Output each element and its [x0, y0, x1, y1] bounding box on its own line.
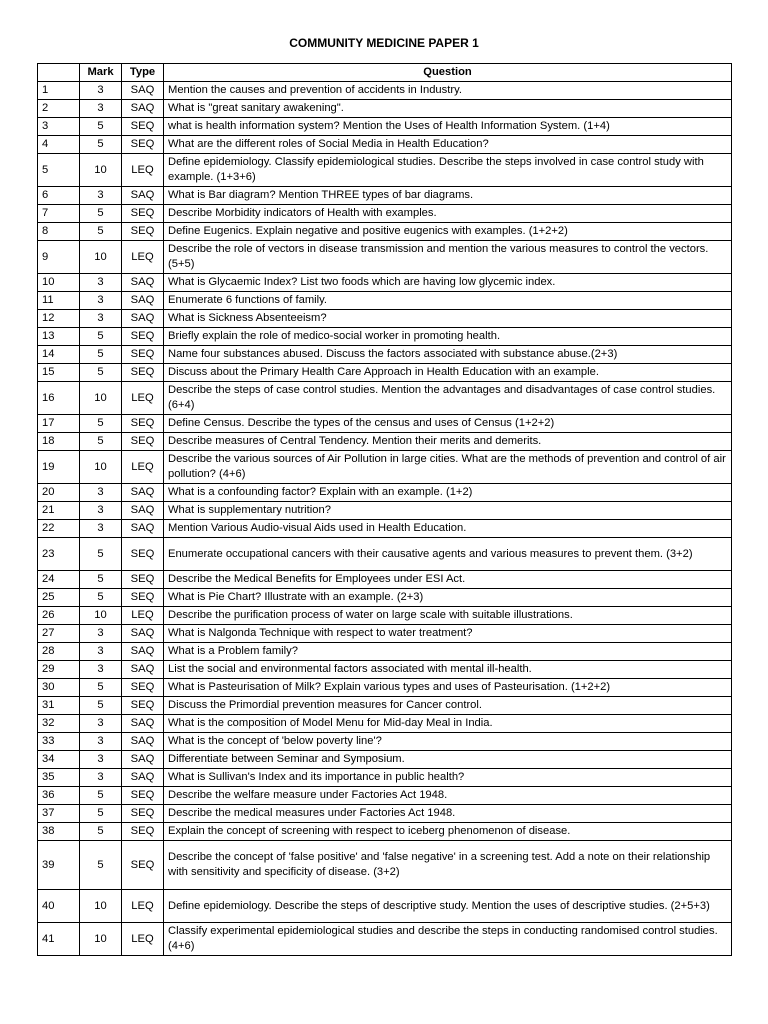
mark-cell: 5	[80, 433, 122, 451]
mark-cell: 3	[80, 520, 122, 538]
question-number-cell: 2	[38, 100, 80, 118]
question-text-cell: Explain the concept of screening with respect to iceberg phenomenon of disease.	[164, 823, 732, 841]
type-cell: SEQ	[122, 205, 164, 223]
mark-cell: 3	[80, 100, 122, 118]
question-number-cell: 20	[38, 484, 80, 502]
mark-cell: 3	[80, 274, 122, 292]
question-text-cell: Discuss about the Primary Health Care Approach in Health Education with an example.	[164, 364, 732, 382]
table-row	[38, 787, 732, 805]
table-row	[38, 769, 732, 787]
question-text-cell: What is Glycaemic Index? List two foods which are having low glycemic index.	[164, 274, 732, 292]
mark-cell: 5	[80, 589, 122, 607]
table-row	[38, 715, 732, 733]
table-row	[38, 382, 732, 415]
mark-cell: 5	[80, 805, 122, 823]
question-number-cell: 13	[38, 328, 80, 346]
mark-cell: 10	[80, 923, 122, 956]
header-type: Type	[122, 64, 164, 82]
question-number-cell: 24	[38, 571, 80, 589]
question-number-cell: 40	[38, 890, 80, 923]
question-number-cell: 39	[38, 841, 80, 890]
question-text-cell: Define epidemiology. Classify epidemiological studies. Describe the steps involved in case control study with example. (1+3+6)	[164, 154, 732, 187]
table-row	[38, 502, 732, 520]
type-cell: SAQ	[122, 484, 164, 502]
question-text-cell: Mention the causes and prevention of accidents in Industry.	[164, 82, 732, 100]
question-number-cell: 23	[38, 538, 80, 571]
type-cell: SEQ	[122, 433, 164, 451]
mark-cell: 10	[80, 154, 122, 187]
table-row	[38, 538, 732, 571]
question-number-cell: 19	[38, 451, 80, 484]
question-text-cell: What is Sickness Absenteeism?	[164, 310, 732, 328]
question-number-cell: 5	[38, 154, 80, 187]
question-text-cell: Enumerate occupational cancers with their causative agents and various measures to prevent them. (3+2)	[164, 538, 732, 571]
table-row	[38, 751, 732, 769]
question-number-cell: 12	[38, 310, 80, 328]
type-cell: SAQ	[122, 502, 164, 520]
type-cell: SEQ	[122, 538, 164, 571]
table-row	[38, 118, 732, 136]
mark-cell: 5	[80, 364, 122, 382]
question-number-cell: 1	[38, 82, 80, 100]
table-row	[38, 415, 732, 433]
table-row	[38, 292, 732, 310]
type-cell: SEQ	[122, 787, 164, 805]
question-text-cell: Briefly explain the role of medico-social worker in promoting health.	[164, 328, 732, 346]
question-number-cell: 33	[38, 733, 80, 751]
question-text-cell: Describe the purification process of water on large scale with suitable illustrations.	[164, 607, 732, 625]
question-number-cell: 4	[38, 136, 80, 154]
mark-cell: 5	[80, 538, 122, 571]
question-text-cell: Describe the role of vectors in disease transmission and mention the various measures to control the vectors. (5+5)	[164, 241, 732, 274]
type-cell: SAQ	[122, 715, 164, 733]
mark-cell: 3	[80, 82, 122, 100]
question-number-cell: 31	[38, 697, 80, 715]
type-cell: SEQ	[122, 346, 164, 364]
mark-cell: 5	[80, 841, 122, 890]
question-text-cell: Name four substances abused. Discuss the factors associated with substance abuse.(2+3)	[164, 346, 732, 364]
table-row	[38, 733, 732, 751]
mark-cell: 3	[80, 502, 122, 520]
type-cell: LEQ	[122, 382, 164, 415]
question-text-cell: Describe measures of Central Tendency. Mention their merits and demerits.	[164, 433, 732, 451]
question-number-cell: 34	[38, 751, 80, 769]
table-row	[38, 310, 732, 328]
question-number-cell: 10	[38, 274, 80, 292]
type-cell: LEQ	[122, 923, 164, 956]
type-cell: SAQ	[122, 292, 164, 310]
question-number-cell: 3	[38, 118, 80, 136]
table-row	[38, 433, 732, 451]
table-row	[38, 328, 732, 346]
mark-cell: 3	[80, 625, 122, 643]
question-text-cell: Describe the Medical Benefits for Employees under ESI Act.	[164, 571, 732, 589]
type-cell: SEQ	[122, 697, 164, 715]
question-text-cell: List the social and environmental factors associated with mental ill-health.	[164, 661, 732, 679]
question-text-cell: Define Eugenics. Explain negative and positive eugenics with examples. (1+2+2)	[164, 223, 732, 241]
mark-cell: 3	[80, 484, 122, 502]
question-text-cell: Define Census. Describe the types of the census and uses of Census (1+2+2)	[164, 415, 732, 433]
header-number	[38, 64, 80, 82]
question-number-cell: 11	[38, 292, 80, 310]
question-number-cell: 29	[38, 661, 80, 679]
type-cell: LEQ	[122, 154, 164, 187]
question-number-cell: 30	[38, 679, 80, 697]
type-cell: SAQ	[122, 187, 164, 205]
type-cell: SAQ	[122, 625, 164, 643]
table-row	[38, 520, 732, 538]
question-number-cell: 14	[38, 346, 80, 364]
table-row	[38, 223, 732, 241]
mark-cell: 10	[80, 451, 122, 484]
type-cell: SAQ	[122, 733, 164, 751]
type-cell: SAQ	[122, 274, 164, 292]
question-text-cell: What is the composition of Model Menu for Mid-day Meal in India.	[164, 715, 732, 733]
question-number-cell: 6	[38, 187, 80, 205]
table-row	[38, 451, 732, 484]
mark-cell: 5	[80, 223, 122, 241]
mark-cell: 5	[80, 571, 122, 589]
type-cell: SAQ	[122, 769, 164, 787]
type-cell: SEQ	[122, 571, 164, 589]
table-row	[38, 187, 732, 205]
table-row	[38, 589, 732, 607]
question-text-cell: What is the concept of 'below poverty line'?	[164, 733, 732, 751]
type-cell: SEQ	[122, 589, 164, 607]
question-text-cell: Describe the welfare measure under Factories Act 1948.	[164, 787, 732, 805]
type-cell: LEQ	[122, 890, 164, 923]
mark-cell: 5	[80, 328, 122, 346]
mark-cell: 5	[80, 118, 122, 136]
question-number-cell: 9	[38, 241, 80, 274]
question-text-cell: What is "great sanitary awakening".	[164, 100, 732, 118]
question-text-cell: What is a confounding factor? Explain with an example. (1+2)	[164, 484, 732, 502]
type-cell: SAQ	[122, 661, 164, 679]
question-number-cell: 28	[38, 643, 80, 661]
mark-cell: 5	[80, 697, 122, 715]
question-text-cell: Discuss the Primordial prevention measures for Cancer control.	[164, 697, 732, 715]
mark-cell: 3	[80, 751, 122, 769]
table-row	[38, 364, 732, 382]
table-row	[38, 679, 732, 697]
mark-cell: 10	[80, 241, 122, 274]
question-text-cell: What is supplementary nutrition?	[164, 502, 732, 520]
question-text-cell: Describe Morbidity indicators of Health with examples.	[164, 205, 732, 223]
table-header-row	[38, 64, 732, 82]
question-number-cell: 38	[38, 823, 80, 841]
document-title: COMMUNITY MEDICINE PAPER 1	[289, 36, 479, 50]
type-cell: LEQ	[122, 241, 164, 274]
question-text-cell: Describe the concept of 'false positive' and 'false negative' in a screening test. Add a note on their relationship with sensitivity and specificity of disease. (3+2)	[164, 841, 732, 890]
question-text-cell: Mention Various Audio-visual Aids used in Health Education.	[164, 520, 732, 538]
mark-cell: 3	[80, 292, 122, 310]
table-row	[38, 661, 732, 679]
question-text-cell: What are the different roles of Social Media in Health Education?	[164, 136, 732, 154]
type-cell: SAQ	[122, 100, 164, 118]
table-row	[38, 607, 732, 625]
question-number-cell: 36	[38, 787, 80, 805]
mark-cell: 5	[80, 679, 122, 697]
question-number-cell: 26	[38, 607, 80, 625]
mark-cell: 5	[80, 823, 122, 841]
question-text-cell: What is a Problem family?	[164, 643, 732, 661]
question-text-cell: Describe the steps of case control studies. Mention the advantages and disadvantages of case control studies. (6+4)	[164, 382, 732, 415]
mark-cell: 10	[80, 890, 122, 923]
type-cell: SEQ	[122, 415, 164, 433]
question-text-cell: What is Pasteurisation of Milk? Explain various types and uses of Pasteurisation. (1+2+2)	[164, 679, 732, 697]
question-number-cell: 15	[38, 364, 80, 382]
mark-cell: 5	[80, 787, 122, 805]
question-number-cell: 21	[38, 502, 80, 520]
question-text-cell: Describe the medical measures under Factories Act 1948.	[164, 805, 732, 823]
type-cell: LEQ	[122, 607, 164, 625]
question-number-cell: 37	[38, 805, 80, 823]
question-number-cell: 32	[38, 715, 80, 733]
mark-cell: 5	[80, 415, 122, 433]
table-row	[38, 136, 732, 154]
question-text-cell: What is Nalgonda Technique with respect to water treatment?	[164, 625, 732, 643]
question-number-cell: 27	[38, 625, 80, 643]
mark-cell: 3	[80, 733, 122, 751]
table-row	[38, 205, 732, 223]
question-text-cell: What is Bar diagram? Mention THREE types of bar diagrams.	[164, 187, 732, 205]
type-cell: SEQ	[122, 364, 164, 382]
table-row	[38, 643, 732, 661]
question-number-cell: 7	[38, 205, 80, 223]
mark-cell: 3	[80, 769, 122, 787]
type-cell: SAQ	[122, 751, 164, 769]
question-text-cell: Enumerate 6 functions of family.	[164, 292, 732, 310]
mark-cell: 3	[80, 661, 122, 679]
question-text-cell: what is health information system? Mention the Uses of Health Information System. (1+4)	[164, 118, 732, 136]
table-row	[38, 346, 732, 364]
mark-cell: 3	[80, 715, 122, 733]
question-number-cell: 35	[38, 769, 80, 787]
mark-cell: 3	[80, 643, 122, 661]
table-row	[38, 484, 732, 502]
type-cell: SEQ	[122, 841, 164, 890]
table-row	[38, 154, 732, 187]
mark-cell: 3	[80, 187, 122, 205]
type-cell: SEQ	[122, 223, 164, 241]
question-number-cell: 25	[38, 589, 80, 607]
type-cell: SEQ	[122, 679, 164, 697]
table-row	[38, 625, 732, 643]
mark-cell: 10	[80, 607, 122, 625]
table-row	[38, 697, 732, 715]
type-cell: SAQ	[122, 643, 164, 661]
table-row	[38, 805, 732, 823]
table-row	[38, 100, 732, 118]
question-number-cell: 16	[38, 382, 80, 415]
question-text-cell: What is Pie Chart? Illustrate with an example. (2+3)	[164, 589, 732, 607]
type-cell: SEQ	[122, 136, 164, 154]
table-row	[38, 923, 732, 956]
question-number-cell: 17	[38, 415, 80, 433]
mark-cell: 5	[80, 205, 122, 223]
type-cell: SEQ	[122, 823, 164, 841]
questions-table	[37, 63, 732, 956]
question-number-cell: 41	[38, 923, 80, 956]
question-number-cell: 22	[38, 520, 80, 538]
table-row	[38, 841, 732, 890]
table-row	[38, 890, 732, 923]
type-cell: SAQ	[122, 82, 164, 100]
table-row	[38, 241, 732, 274]
table-row	[38, 823, 732, 841]
mark-cell: 3	[80, 310, 122, 328]
type-cell: SAQ	[122, 520, 164, 538]
table-row	[38, 82, 732, 100]
mark-cell: 5	[80, 346, 122, 364]
type-cell: SEQ	[122, 328, 164, 346]
type-cell: SAQ	[122, 310, 164, 328]
header-question: Question	[164, 64, 732, 82]
question-number-cell: 8	[38, 223, 80, 241]
question-text-cell: Describe the various sources of Air Pollution in large cities. What are the methods of prevention and control of air pollution? (4+6)	[164, 451, 732, 484]
question-text-cell: Classify experimental epidemiological studies and describe the steps in conducting randomised control studies. (4+6)	[164, 923, 732, 956]
question-number-cell: 18	[38, 433, 80, 451]
questions-body	[38, 82, 732, 956]
type-cell: SEQ	[122, 805, 164, 823]
question-text-cell: Define epidemiology. Describe the steps of descriptive study. Mention the uses of descriptive studies. (2+5+3)	[164, 890, 732, 923]
table-row	[38, 571, 732, 589]
table-row	[38, 274, 732, 292]
mark-cell: 5	[80, 136, 122, 154]
mark-cell: 10	[80, 382, 122, 415]
question-text-cell: Differentiate between Seminar and Symposium.	[164, 751, 732, 769]
type-cell: SEQ	[122, 118, 164, 136]
type-cell: LEQ	[122, 451, 164, 484]
question-text-cell: What is Sullivan's Index and its importance in public health?	[164, 769, 732, 787]
header-mark: Mark	[80, 64, 122, 82]
